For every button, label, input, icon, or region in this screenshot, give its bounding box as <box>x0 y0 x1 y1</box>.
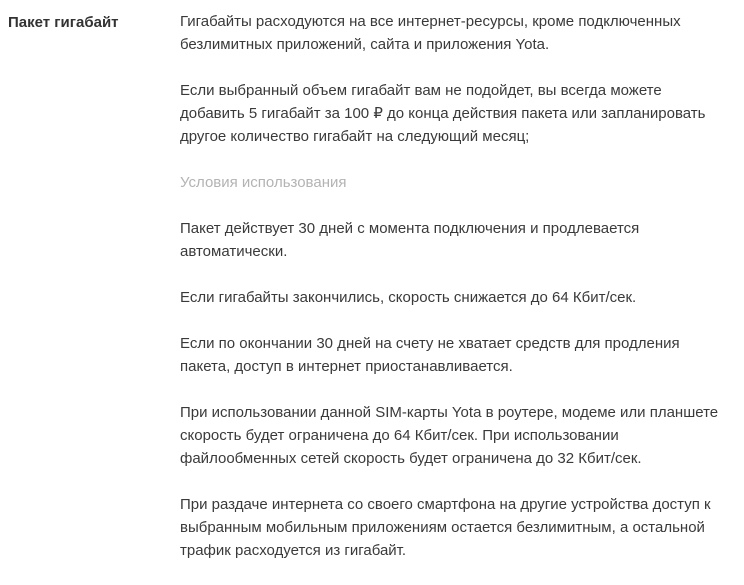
description-column <box>180 10 725 585</box>
terms-paragraph: Пакет действует 30 дней с момента подключения и продлевается автоматически. <box>180 220 640 260</box>
intro-paragraph: Если выбранный объем гигабайт вам не подойдет, вы всегда можете добавить 5 гигабайт за 100 ₽ до конца действия пакета или запланировать другое количество гигабайт на следующий месяц; <box>180 82 706 145</box>
terms-paragraph: При использовании данной SIM-карты Yota в роутере, модеме или планшете скорость будет ограничена до 64 Кбит/сек. При использовании файлообменных сетей скорость будет ограничена до 32 Кбит/сек. <box>180 404 719 467</box>
terms-paragraph: Если гигабайты закончились, скорость снижается до 64 Кбит/сек. <box>180 289 637 306</box>
terms-paragraph: При раздаче интернета со своего смартфона на другие устройства доступ к выбранным мобильным приложениям остается безлимитным, а остальной трафик расходуется из гигабайт. <box>180 496 711 559</box>
term-column <box>8 10 180 33</box>
usage-terms-heading: Условия использования <box>180 174 347 191</box>
section-title: Пакет гигабайт <box>8 14 119 31</box>
intro-paragraph: Гигабайты расходуются на все интернет-ресурсы, кроме подключенных безлимитных приложений, сайта и приложения Yota. <box>180 13 681 53</box>
terms-paragraph: Если по окончании 30 дней на счету не хватает средств для продления пакета, доступ в интернет приостанавливается. <box>180 335 680 375</box>
